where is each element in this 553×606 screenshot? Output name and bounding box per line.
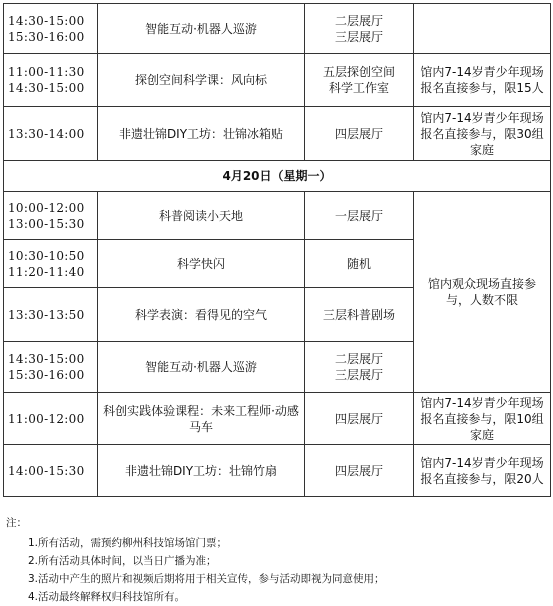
time-cell: 10:30-10:50 11:20-11:40 — [4, 240, 98, 288]
table-row — [4, 393, 551, 445]
table-row — [4, 54, 551, 107]
table-row — [4, 107, 551, 161]
table-row — [4, 4, 551, 54]
note-cell: 馆内7-14岁青少年现场报名直接参与，限20人 — [414, 445, 551, 497]
note-item: 1.所有活动，需预约柳州科技馆场馆门票； — [28, 537, 228, 549]
table-row — [4, 192, 551, 240]
day-header-row — [4, 161, 551, 192]
time-cell: 10:00-12:00 13:00-15:30 — [4, 192, 98, 240]
location-cell: 四层展厅 — [305, 393, 414, 445]
location-cell: 三层科普剧场 — [305, 288, 414, 342]
activity-cell: 非遗壮锦DIY工坊：壮锦竹扇 — [98, 445, 305, 497]
time-cell: 13:30-14:00 — [4, 107, 98, 161]
time-cell: 14:30-15:00 15:30-16:00 — [4, 4, 98, 54]
note-cell: 馆内7-14岁青少年现场报名直接参与，限10组家庭 — [414, 393, 551, 445]
day-header: 4月20日（星期一） — [4, 161, 551, 192]
activity-cell: 科普阅读小天地 — [98, 192, 305, 240]
table-row — [4, 445, 551, 497]
location-cell: 四层展厅 — [305, 107, 414, 161]
location-cell: 二层展厅 三层展厅 — [305, 342, 414, 393]
time-cell: 11:00-12:00 — [4, 393, 98, 445]
location-cell: 四层展厅 — [305, 445, 414, 497]
time-cell: 14:30-15:00 15:30-16:00 — [4, 342, 98, 393]
note-cell: 馆内7-14岁青少年现场报名直接参与，限15人 — [414, 54, 551, 107]
note-item: 2.所有活动具体时间，以当日广播为准； — [28, 555, 217, 567]
activity-cell: 探创空间科学课：风向标 — [98, 54, 305, 107]
location-cell: 随机 — [305, 240, 414, 288]
location-cell: 五层探创空间 科学工作室 — [305, 54, 414, 107]
schedule-table — [3, 3, 551, 497]
note-cell — [414, 4, 551, 54]
notes-heading: 注： — [6, 517, 27, 529]
time-cell: 14:00-15:30 — [4, 445, 98, 497]
activity-cell: 科创实践体验课程：未来工程师·动感马车 — [98, 393, 305, 445]
footnotes — [6, 514, 546, 606]
note-cell: 馆内7-14岁青少年现场报名直接参与，限30组家庭 — [414, 107, 551, 161]
time-cell: 11:00-11:30 14:30-15:00 — [4, 54, 98, 107]
activity-cell: 非遗壮锦DIY工坊：壮锦冰箱贴 — [98, 107, 305, 161]
note-item: 3.活动中产生的照片和视频后期将用于相关宣传，参与活动即视为同意使用； — [28, 573, 385, 585]
activity-cell: 科学快闪 — [98, 240, 305, 288]
location-cell: 二层展厅 三层展厅 — [305, 4, 414, 54]
activity-cell: 智能互动·机器人巡游 — [98, 342, 305, 393]
note-item: 4.活动最终解释权归科技馆所有。 — [28, 591, 186, 603]
time-cell: 13:30-13:50 — [4, 288, 98, 342]
activity-cell: 科学表演：看得见的空气 — [98, 288, 305, 342]
merged-note-cell: 馆内观众现场直接参与，人数不限 — [414, 192, 551, 393]
location-cell: 一层展厅 — [305, 192, 414, 240]
activity-cell: 智能互动·机器人巡游 — [98, 4, 305, 54]
